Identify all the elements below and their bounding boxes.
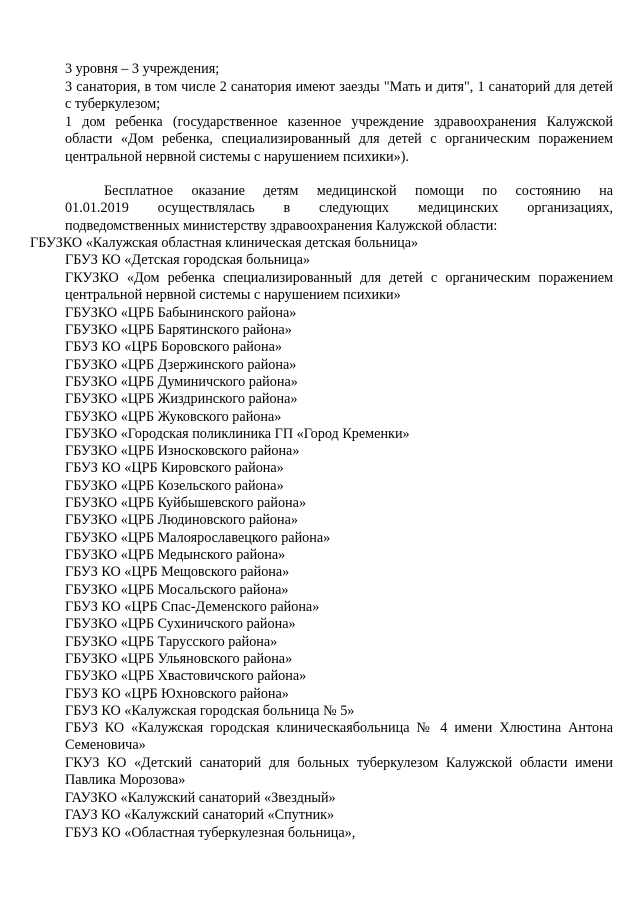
org-item: ГКУЗКО «Дом ребенка специализированный для детей с органическим поражением центральной нервной системы с нарушением психики»	[65, 270, 613, 304]
org-item: ГБУЗКО «ЦРБ Козельского района»	[65, 478, 284, 494]
org-item: ГБУЗКО «ЦРБ Жиздринского района»	[65, 391, 298, 407]
org-item: ГБУЗКО «ЦРБ Людиновского района»	[65, 512, 298, 528]
org-item: ГБУЗКО «ЦРБ Хвастовичского района»	[65, 668, 307, 684]
org-item: ГБУЗ КО «Детская городская больница»	[65, 252, 310, 268]
org-item: ГАУЗ КО «Калужский санаторий «Спутник»	[65, 807, 335, 823]
org-item: ГБУЗКО «ЦРБ Куйбышевского района»	[65, 495, 307, 511]
org-item: ГБУЗКО «ЦРБ Малоярославецкого района»	[65, 530, 331, 546]
org-item: ГБУЗКО «ЦРБ Думиничского района»	[65, 374, 298, 390]
org-item: ГБУЗКО «ЦРБ Ульяновского района»	[65, 651, 293, 667]
org-item: ГБУЗ КО «Калужская городская клиническаябольница № 4 имени Хлюстина Антона Семеновича»	[65, 720, 613, 754]
org-item: ГБУЗКО «Городская поликлиника ГП «Город Кременки»	[65, 426, 410, 442]
org-item: ГБУЗКО «ЦРБ Сухиничского района»	[65, 616, 296, 632]
statement-line-2: 01.01.2019 осуществлялась в следующих медицинских организациях,	[65, 200, 613, 216]
org-item: ГБУЗ КО «ЦРБ Юхновского района»	[65, 686, 289, 702]
org-item: ГБУЗ КО «ЦРБ Кировского района»	[65, 460, 284, 476]
intro-children-home: 1 дом ребенка (государственное казенное учреждение здравоохранения Калужской области «Дом ребенка, специализированный для детей с органическим поражением центральной нервной системы с нарушением психики»).	[65, 114, 613, 165]
org-item: ГБУЗКО «ЦРБ Тарусского района»	[65, 634, 278, 650]
org-regional-childrens-hospital: ГБУЗКО «Калужская областная клиническая детская больница»	[30, 235, 419, 251]
statement-line-3: подведомственных министерству здравоохранения Калужской области:	[65, 218, 498, 234]
org-item: ГБУЗКО «ЦРБ Барятинского района»	[65, 322, 292, 338]
org-item: ГКУЗ КО «Детский санаторий для больных туберкулезом Калужской области имени Павлика Морозова»	[65, 755, 613, 789]
org-item: ГБУЗ КО «Калужская городская больница № 5»	[65, 703, 355, 719]
org-item: ГБУЗКО «ЦРБ Жуковского района»	[65, 409, 282, 425]
org-item: ГБУЗ КО «ЦРБ Спас-Деменского района»	[65, 599, 320, 615]
org-item: ГБУЗКО «ЦРБ Износковского района»	[65, 443, 300, 459]
org-item: ГБУЗКО «ЦРБ Медынского района»	[65, 547, 286, 563]
intro-sanatoria: 3 санатория, в том числе 2 санатория имеют заезды "Мать и дитя", 1 санаторий для детей с туберкулезом;	[65, 79, 613, 113]
org-item: ГБУЗКО «ЦРБ Мосальского района»	[65, 582, 289, 598]
org-item: ГАУЗКО «Калужский санаторий «Звездный»	[65, 790, 336, 806]
intro-line-level3: 3 уровня – 3 учреждения;	[65, 61, 220, 77]
org-item: ГБУЗ КО «Областная туберкулезная больница»,	[65, 825, 356, 841]
org-item: ГБУЗ КО «ЦРБ Мещовского района»	[65, 564, 290, 580]
org-item: ГБУЗКО «ЦРБ Бабынинского района»	[65, 305, 297, 321]
org-item: ГБУЗКО «ЦРБ Дзержинского района»	[65, 357, 297, 373]
statement-line-1: Бесплатное оказание детям медицинской помощи по состоянию на	[104, 183, 613, 199]
org-item: ГБУЗ КО «ЦРБ Боровского района»	[65, 339, 282, 355]
